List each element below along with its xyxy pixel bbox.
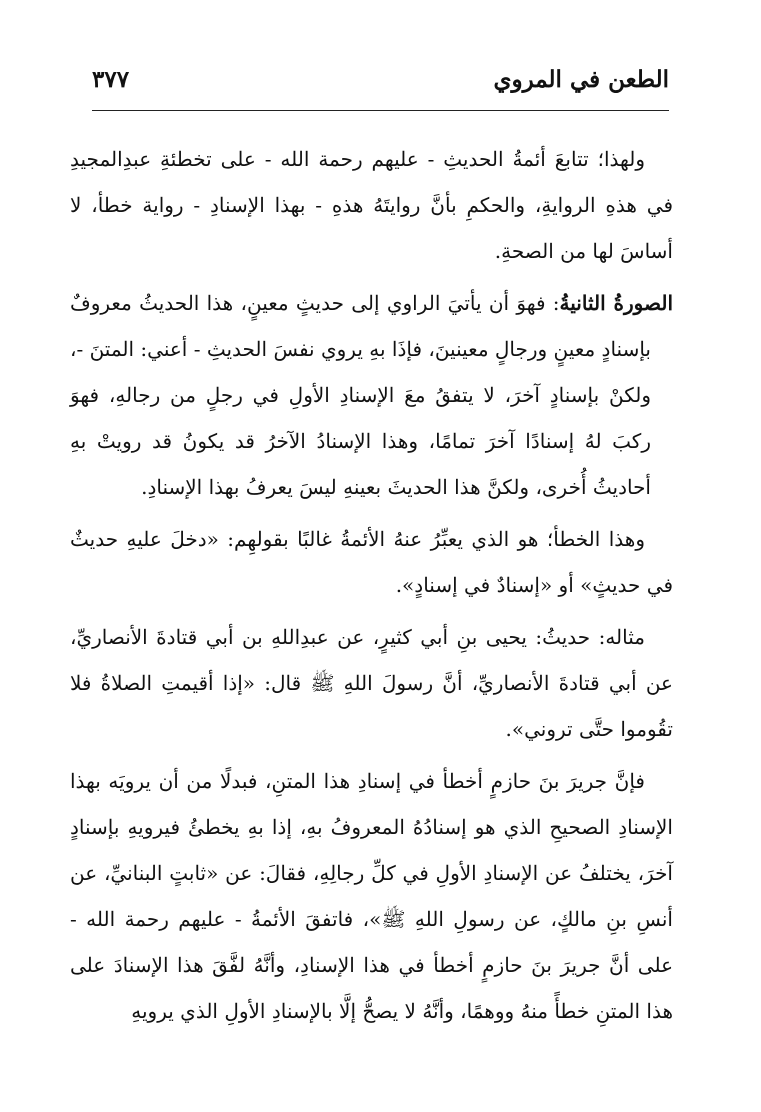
running-header [92,62,669,108]
paragraph-2-term: الصورةُ الثانيةُ [559,291,674,315]
paragraph-5 [70,758,673,1034]
paragraph-3 [70,516,673,608]
header-title: الطعن في المروي [493,66,669,93]
paragraph-4 [70,614,673,752]
header-divider [92,110,669,111]
paragraph-5-text: فإنَّ جريرَ بنَ حازمٍ أخطأ في إسنادِ هذا المتنِ، فبدلًا من أن يرويَه بهذا الإسنادِ الصحيحِ الذي هو إسنادُهُ المعروفُ بهِ، إذا بهِ يخطئُ فيرويهِ بإسنادٍ آخرَ، يختلفُ عن الإسنادِ الأولِ في كلِّ رجالِهِ، فقالَ: عن «ثابتٍ البنانيِّ، عن أنسِ بنِ مالكٍ، عن رسولِ اللهِ ﷺ»، فاتفقَ الأئمةُ - عليهم رحمة الله - على أنَّ جريرَ بنَ حازمٍ أخطأ في هذا الإسنادِ، وأنَّهُ لفَّقَ هذا الإسنادَ على هذا المتنِ خطأً منهُ ووهمًا، وأنَّهُ لا يصحُّ إلَّا بالإسنادِ الأولِ الذي يرويهِ [70,769,673,1023]
paragraph-2 [70,280,673,510]
paragraph-4-text: مثاله: حديثُ: يحيى بنِ أبي كثيرٍ، عن عبدِاللهِ بن أبي قتادةَ الأنصاريِّ، عن أبي قتادةَ الأنصاريِّ، أنَّ رسولَ اللهِ ﷺ قال: «إذا أقيمتِ الصلاةُ فلا تقُوموا حتَّى تروني». [70,625,673,741]
paragraph-3-text: وهذا الخطأ؛ هو الذي يعبِّرُ عنهُ الأئمةُ غالبًا بقولهِم: «دخلَ عليهِ حديثٌ في حديثٍ» أو «إسنادٌ في إسنادٍ». [70,527,673,597]
paragraph-1 [70,136,673,274]
body-text [70,136,673,1040]
paragraph-1-text: ولهذا؛ تتابعَ أئمةُ الحديثِ - عليهم رحمة الله - على تخطئةِ عبدِالمجيدِ في هذهِ الروايةِ، والحكمِ بأنَّ روايتَهُ هذهِ - بهذا الإسنادِ - رواية خطأ، لا أساسَ لها من الصحةِ. [70,147,673,263]
paragraph-2-text: : فهوَ أن يأتيَ الراوي إلى حديثٍ معينٍ، هذا الحديثُ معروفٌ بإسنادٍ معينٍ ورجالٍ معينينَ، فإذَا بهِ يروي نفسَ الحديثِ - أعني: المتنَ -، ولكنْ بإسنادٍ آخرَ، لا يتفقُ معَ الإسنادِ الأولِ في رجلٍ من رجالهِ، فهوَ ركبَ لهُ إسنادًا آخرَ تمامًا، وهذا الإسنادُ الآخرُ قد يكونُ قد رويتْ بهِ أحاديثُ أُخرى، ولكنَّ هذا الحديثَ بعينهِ ليسَ يعرفُ بهذا الإسنادِ. [70,291,651,499]
page-number: ٣٧٧ [92,66,130,93]
